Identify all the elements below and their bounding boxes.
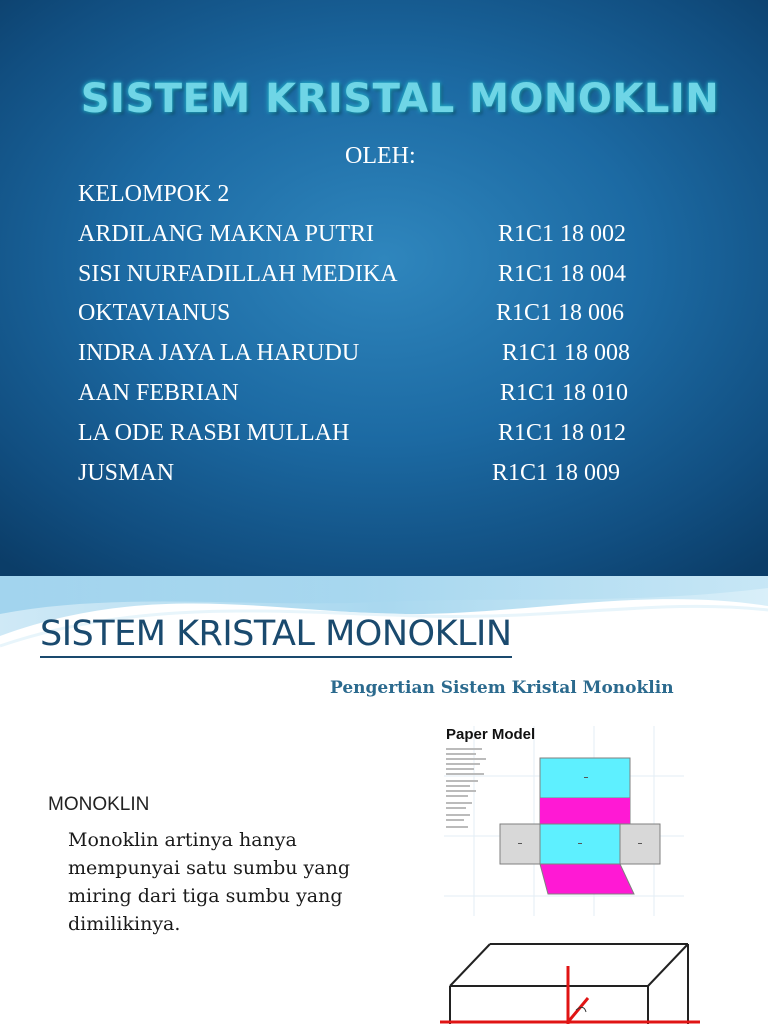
member-row	[78, 181, 718, 221]
member-id: R1C1 18 012	[498, 419, 627, 446]
member-name: AAN FEBRIAN	[78, 379, 239, 406]
member-name: LA ODE RASBI MULLAH	[78, 419, 350, 446]
member-id: R1C1 18 002	[498, 220, 627, 247]
member-row	[78, 300, 718, 340]
monoklin-label: MONOKLIN	[48, 794, 150, 815]
oleh-label: OLEH:	[345, 143, 416, 169]
paper-model-title: Paper Model	[446, 726, 536, 743]
member-name: JUSMAN	[78, 459, 175, 486]
member-name: INDRA JAYA LA HARUDU	[78, 340, 360, 367]
member-row	[78, 460, 718, 500]
member-row	[78, 340, 718, 380]
member-row	[78, 380, 718, 420]
slide-1-title: SISTEM KRISTAL MONOKLIN	[80, 76, 720, 122]
member-row	[78, 420, 718, 460]
member-id: R1C1 18 010	[500, 379, 629, 406]
member-id: R1C1 18 009	[492, 459, 621, 486]
member-name: KELOMPOK 2	[78, 181, 230, 207]
member-list	[78, 181, 718, 499]
monoklin-description: Monoklin artinya hanya mempunyai satu sumbu yang miring dari tiga sumbu yang dimilikinya.	[68, 829, 350, 935]
member-name: SISI NURFADILLAH MEDIKA	[78, 260, 398, 287]
slide-2	[0, 576, 768, 1024]
member-name: OKTAVIANUS	[78, 300, 231, 327]
member-id: R1C1 18 008	[502, 340, 631, 367]
crystal-axis-diagram	[440, 936, 700, 1024]
member-id: R1C1 18 006	[496, 300, 625, 327]
slide-2-subtitle: Pengertian Sistem Kristal Monoklin	[330, 678, 674, 698]
member-row	[78, 261, 718, 301]
member-id: R1C1 18 004	[498, 260, 627, 287]
slide-2-title: SISTEM KRISTAL MONOKLIN	[40, 612, 512, 658]
paper-model-image	[444, 726, 684, 916]
member-row	[78, 221, 718, 261]
member-name: ARDILANG MAKNA PUTRI	[78, 220, 375, 247]
paper-model-net	[444, 726, 684, 916]
